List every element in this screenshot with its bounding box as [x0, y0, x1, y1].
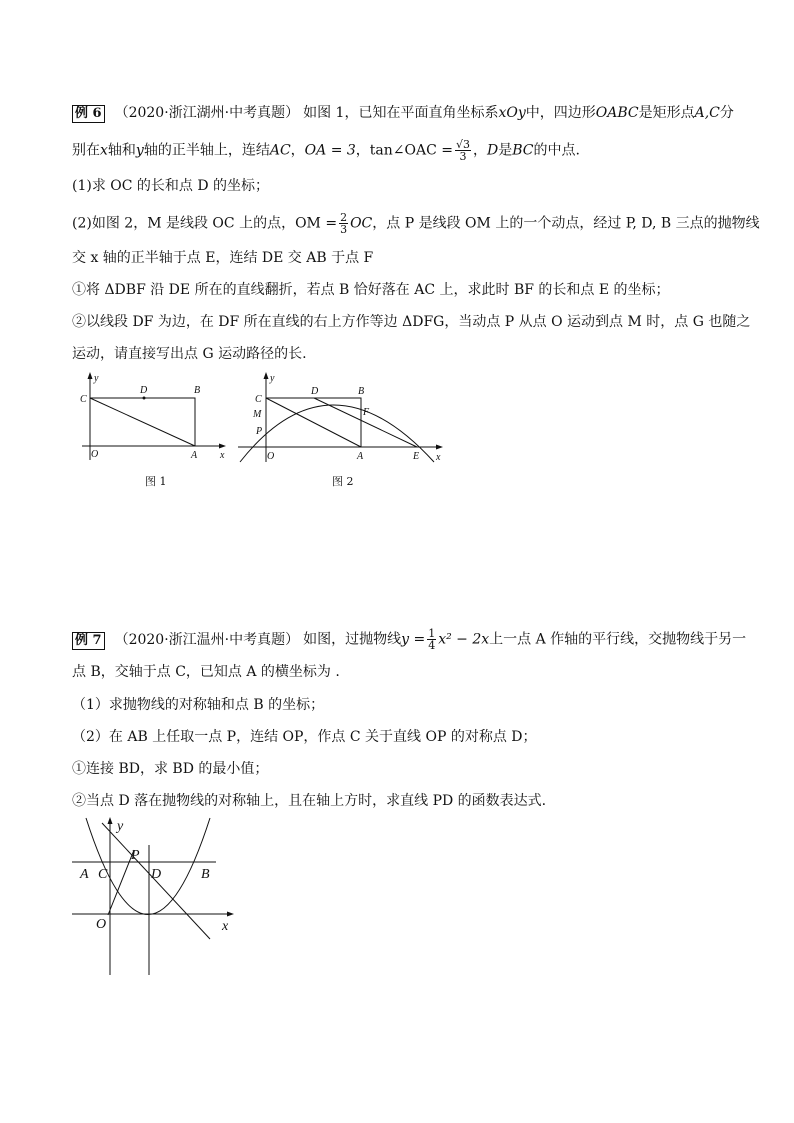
label-d: D [151, 867, 162, 882]
label-o: O [267, 451, 275, 462]
fig1-caption: 图 1 [145, 475, 167, 488]
ex6-text: 分 [719, 105, 734, 121]
ex6-math: OABC [595, 105, 639, 121]
ex6-text: 别在 [72, 142, 100, 159]
x-arrow-icon [219, 444, 226, 449]
ex6-text: 中，四边形 [525, 105, 596, 121]
ex6-math: D [487, 142, 499, 159]
ex6-tag: 例 6 [72, 105, 105, 123]
label-x: x [222, 919, 229, 934]
label-a: A [191, 450, 198, 461]
ex7-question-2: （2）在 AB 上任取一点 P，连结 OP，作点 C 关于直线 OP 的对称点 D； [72, 729, 537, 745]
label-m: M [253, 409, 262, 420]
ex7-math: y = [401, 631, 426, 648]
y-arrow-icon [108, 817, 113, 824]
ex6-text: (2)如图 2，M 是线段 OC 上的点， [72, 215, 296, 232]
label-c: C [80, 394, 87, 405]
ex6-question-2 [72, 212, 760, 235]
ex6-math: y [135, 142, 144, 159]
ex6-line-1 [72, 103, 734, 123]
ex6-text: 是 [498, 142, 513, 159]
label-x: x [436, 452, 441, 463]
ex6-line-2 [72, 139, 580, 162]
ex6-math: AC [269, 142, 291, 159]
ex6-text: ， [355, 142, 370, 159]
fraction-numerator: √3 [456, 138, 471, 151]
ex7-question-2-1: ①连接 BD，求 BD 的最小值； [72, 761, 269, 777]
ex7-question-1: （1）求抛物线的对称轴和点 B 的坐标； [72, 697, 325, 713]
ex6-math: xOy [498, 105, 526, 121]
ex6-math: A,C [694, 105, 720, 121]
ex6-text: ，点 P 是线段 OM 上的一个动点，经过 P, D, B 三点的抛物线 [372, 215, 760, 232]
ex7-text: 上一点 A 作轴的平行线，交抛物线于另一 [489, 631, 747, 648]
label-f: F [363, 407, 370, 418]
ex6-text: 轴和 [107, 142, 136, 159]
label-a: A [80, 867, 89, 882]
ex6-text: 的中点. [533, 142, 580, 159]
ex6-text: 如图 1，已知在平面直角坐标系 [303, 105, 499, 121]
ex7-math: x² − 2x [438, 631, 490, 648]
label-y: y [94, 373, 99, 384]
ex6-math: BC [512, 142, 534, 159]
label-b: B [201, 867, 210, 882]
ex7-question-2-2: ②当点 D 落在抛物线的对称轴上，且在轴上方时，求直线 PD 的函数表达式. [72, 793, 547, 809]
fraction-denominator: 3 [459, 150, 467, 163]
fraction-denominator: 4 [428, 639, 436, 652]
ex6-fraction [339, 212, 348, 235]
fraction-numerator: 2 [340, 211, 348, 224]
ex7-text: 如图，过抛物线 [303, 631, 402, 648]
ex6-figure-1 [78, 372, 228, 464]
ex7-source: （2020·浙江温州·中考真题） [114, 631, 300, 648]
ex7-tag: 例 7 [72, 632, 105, 650]
ex6-figure-2 [234, 372, 446, 464]
ex6-math: x [100, 142, 108, 159]
fraction-numerator: 1 [428, 627, 436, 640]
ex7-fraction [427, 628, 436, 651]
label-y: y [117, 819, 124, 834]
y-arrow-icon [88, 372, 93, 379]
label-d: D [140, 385, 148, 396]
ex6-text: ， [290, 142, 305, 159]
diagonal-ac [90, 398, 195, 446]
ex6-question-2-cont: 交 x 轴的正半轴于点 E，连结 DE 交 AB 于点 F [72, 250, 374, 266]
ex7-line-1 [72, 628, 746, 651]
ex6-question-1: (1)求 OC 的长和点 D 的坐标； [72, 178, 270, 194]
ex7-line-2: 点 B，交轴于点 C，已知点 A 的横坐标为 . [72, 664, 340, 680]
label-p: P [131, 848, 140, 863]
ex6-math: OC [350, 215, 373, 232]
label-p: P [256, 426, 263, 437]
ex6-question-2-1: ①将 ΔDBF 沿 DE 所在的直线翻折，若点 B 恰好落在 AC 上，求此时 BF 的长和点 E 的坐标； [72, 282, 670, 298]
fraction-denominator: 3 [340, 223, 348, 236]
ex6-math: OA = 3 [304, 142, 356, 159]
label-o: O [91, 449, 99, 460]
ex6-source: （2020·浙江湖州·中考真题） [114, 105, 300, 121]
ex6-text: 是矩形点 [638, 105, 695, 121]
label-b: B [358, 386, 365, 397]
label-y: y [270, 373, 275, 384]
label-b: B [194, 385, 201, 396]
ex6-text: 轴的正半轴上，连结 [143, 142, 270, 159]
y-arrow-icon [264, 372, 269, 379]
x-arrow-icon [227, 912, 234, 917]
label-c: C [255, 394, 262, 405]
ex7-figure [70, 815, 240, 980]
label-o: O [96, 917, 107, 932]
ex6-fraction [455, 139, 471, 162]
label-a: A [357, 451, 364, 462]
x-arrow-icon [436, 445, 443, 450]
label-x: x [220, 450, 225, 461]
point-d [143, 397, 146, 400]
label-c: C [98, 867, 108, 882]
ex6-math: tan∠OAC = [369, 142, 453, 159]
label-d: D [311, 386, 319, 397]
ex6-question-2-2-cont: 运动，请直接写出点 G 运动路径的长. [72, 346, 307, 362]
ex6-text: ， [473, 142, 488, 159]
fig2-caption: 图 2 [332, 475, 354, 488]
label-e: E [413, 451, 420, 462]
ex6-math: OM = [295, 215, 338, 232]
ex6-question-2-2: ②以线段 DF 为边，在 DF 所在直线的右上方作等边 ΔDFG，当动点 P 从点 O 运动到点 M 时，点 G 也随之 [72, 314, 751, 330]
